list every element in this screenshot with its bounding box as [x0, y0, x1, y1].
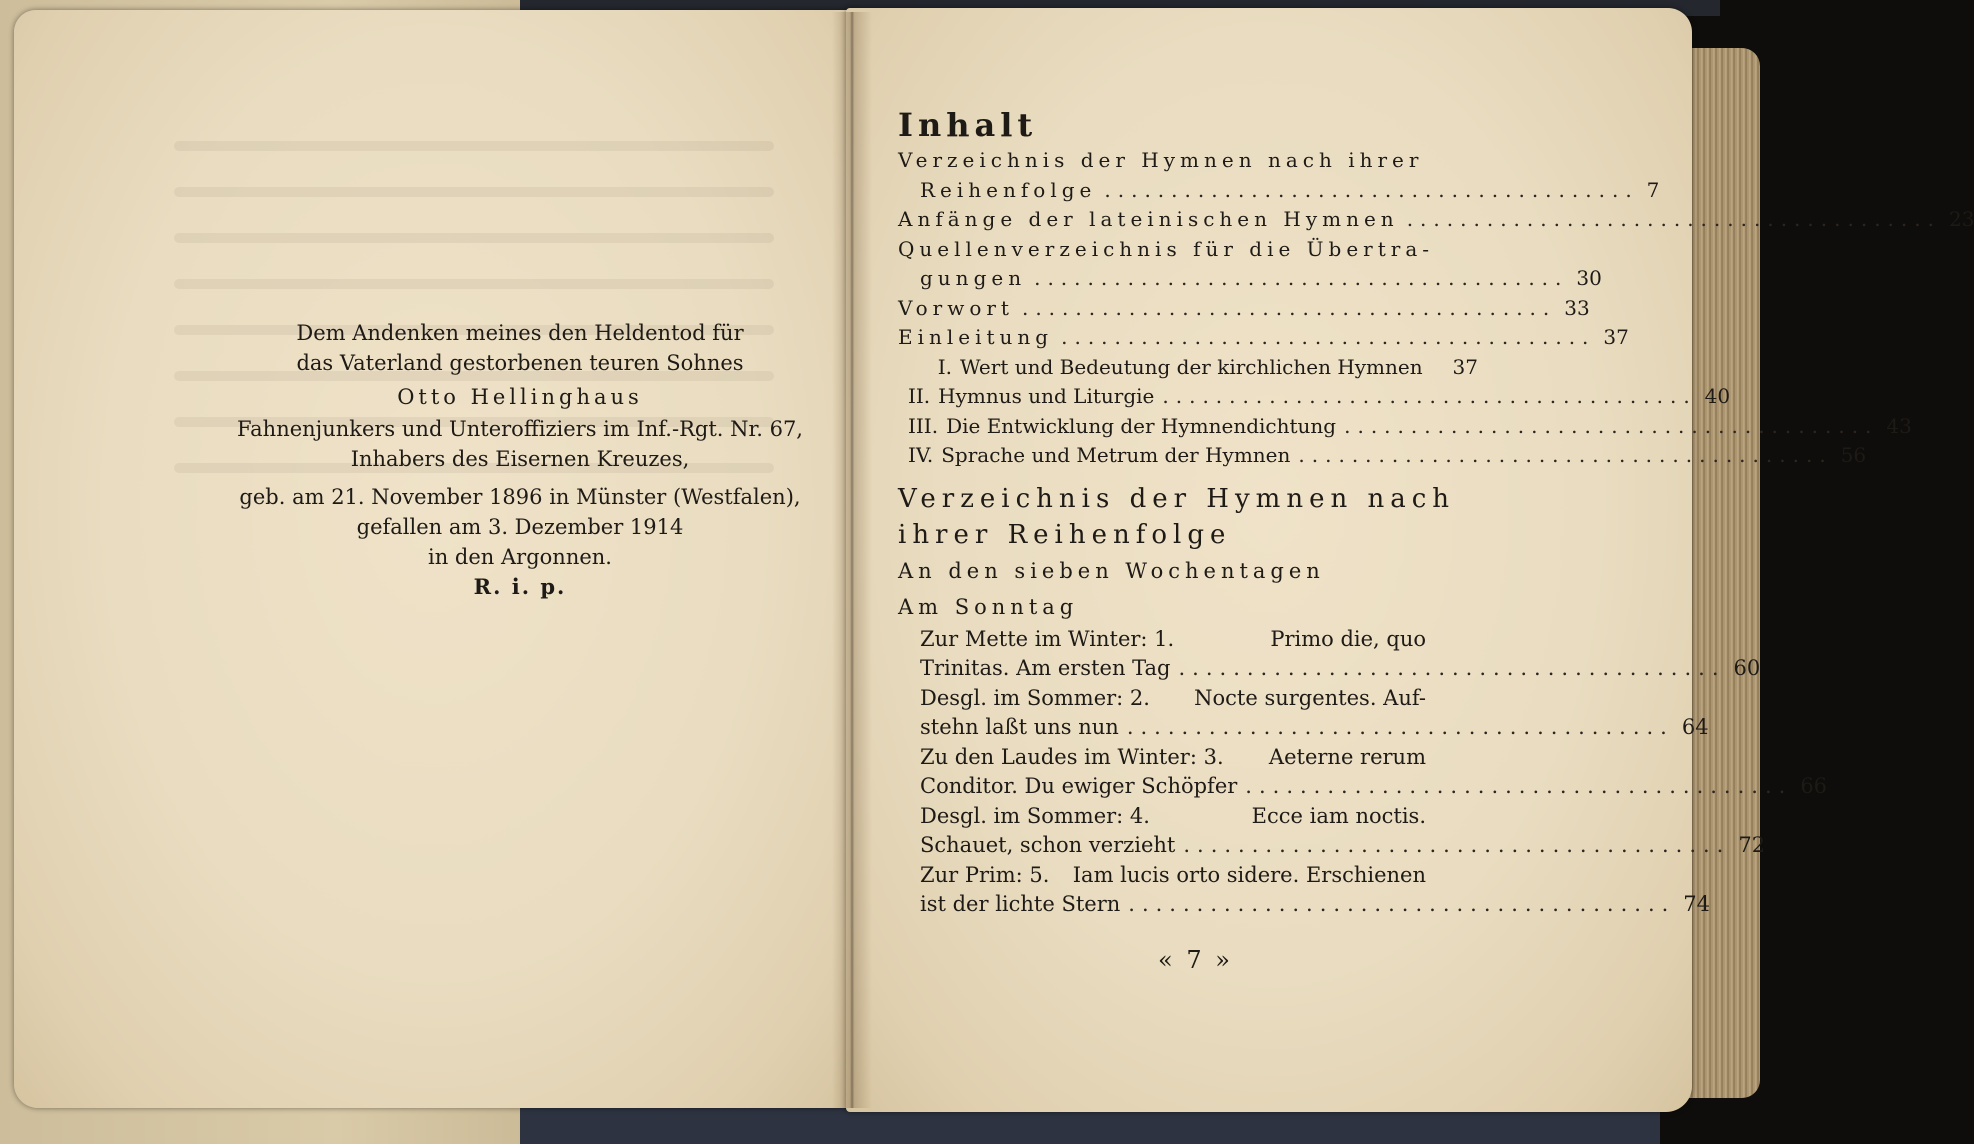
hymn-entry-text: Zur Prim: 5. — [920, 862, 1050, 887]
dedication-line: Dem Andenken meines den Heldentod für — [296, 321, 744, 345]
hymn-entry-text: Trinitas. Am ersten Tag — [920, 656, 1171, 680]
toc-page-number: 37 — [1452, 354, 1478, 379]
toc-leader: ........................................ — [1298, 443, 1833, 467]
toc-page-number: 74 — [1683, 892, 1711, 916]
toc-subentry-text: Hymnus und Liturgie — [938, 384, 1155, 408]
toc-leader: ........................................ — [1128, 892, 1676, 916]
toc-leader: ........................................ — [1126, 715, 1674, 739]
toc-entry-text: Einleitung — [898, 325, 1054, 349]
toc-page-number: 23 — [1948, 207, 1974, 231]
hymn-entry-text: Iam lucis orto sidere. Erschienen — [1072, 862, 1426, 887]
toc-entry — [898, 323, 1629, 353]
toc-page-number: 56 — [1840, 443, 1867, 467]
toc-leader: ........................................ — [1104, 177, 1639, 202]
toc-subentry — [898, 353, 1478, 383]
toc-page-number: 66 — [1800, 774, 1828, 798]
section-title — [898, 481, 1478, 553]
dedication-line: das Vaterland gestorbenen teuren Sohnes — [296, 351, 744, 375]
dedication-line: Fahnenjunkers und Unteroffiziers im Inf.-Rgt. Nr. 67, — [237, 417, 803, 441]
section-subtitle: An den sieben Wochentagen — [898, 558, 1325, 583]
page-number-footer: « 7 » — [1158, 946, 1233, 974]
hymn-entry — [898, 625, 1761, 684]
toc-leader: ........................................ — [1183, 833, 1731, 857]
toc-page-number: 72 — [1738, 833, 1766, 857]
toc-subentry — [898, 441, 1867, 471]
hymn-entry-text: Aeterne rerum — [1268, 744, 1426, 769]
hymn-entry-text: Desgl. im Sommer: 2. — [920, 685, 1150, 710]
toc-leader: ........................................ — [1245, 774, 1793, 798]
hymn-entry-text: Conditor. Du ewiger Schöpfer — [920, 774, 1238, 798]
hymn-entry-text: Ecce iam noctis. — [1251, 803, 1426, 828]
toc-subentry — [898, 412, 1912, 442]
section-subtitle: Am Sonntag — [898, 594, 1079, 619]
toc-entry — [898, 176, 1660, 206]
toc-page-number: 60 — [1733, 656, 1761, 680]
toc-page-number: 37 — [1603, 325, 1629, 349]
dedication — [200, 318, 840, 602]
hymn-entry-text: Zur Mette im Winter: 1. — [920, 626, 1175, 651]
toc-subentry-text: Die Entwicklung der Hymnendichtung — [946, 413, 1337, 438]
toc-page-number: 40 — [1704, 384, 1731, 408]
toc-leader: ........................................ — [1178, 656, 1726, 680]
toc-leader: ........................................ — [1021, 295, 1557, 320]
toc-leader: ........................................ — [1406, 207, 1941, 231]
toc-subentry-text: Wert und Bedeutung der kirchlichen Hymnen — [960, 354, 1423, 379]
hymn-entry — [898, 743, 1828, 802]
hymn-entry-text: Zu den Laudes im Winter: 3. — [920, 744, 1224, 769]
toc-page-number: 43 — [1886, 413, 1912, 438]
toc-entry-text: Quellenverzeichnis für die Übertra- — [898, 236, 1434, 261]
dedication-line: Inhabers des Eisernen Kreuzes, — [350, 447, 690, 471]
toc-entry-text: gungen — [920, 266, 1027, 290]
hymn-entry-text: Schauet, schon verzieht — [920, 833, 1176, 857]
section-title-line: Verzeichnis der Hymnen nach — [898, 483, 1456, 514]
dedication-name: Otto Hellinghaus — [397, 385, 643, 409]
toc-entry-text: Verzeichnis der Hymnen nach ihrer — [898, 148, 1424, 172]
toc-entry — [898, 264, 1602, 294]
toc-page-number: 30 — [1576, 266, 1602, 290]
hymn-entry — [898, 861, 1711, 920]
toc-page-number: 64 — [1681, 715, 1709, 739]
hymn-entry-text: Desgl. im Sommer: 4. — [920, 803, 1150, 828]
toc-subentry — [898, 382, 1731, 412]
toc-subentry-number: I. — [937, 354, 952, 379]
hymn-entry-text: Primo die, quo — [1270, 626, 1426, 651]
toc-title: Inhalt — [898, 106, 1038, 144]
toc-leader: ........................................ — [1034, 266, 1569, 290]
toc-entry-text: Reihenfolge — [920, 177, 1097, 202]
toc-page-number: 33 — [1564, 295, 1590, 320]
toc-entry-text: Anfänge der lateinischen Hymnen — [898, 207, 1399, 231]
hymn-entry-text: Nocte surgentes. Auf- — [1194, 685, 1426, 710]
toc-entry — [898, 294, 1590, 324]
toc-page-number: 7 — [1646, 177, 1660, 202]
toc-subentry-number: III. — [908, 413, 939, 438]
dedication-rip: R. i. p. — [473, 574, 567, 599]
toc-entry-text: Vorwort — [898, 295, 1014, 320]
toc-subentry-number: II. — [908, 384, 931, 408]
hymn-entry — [898, 684, 1709, 743]
toc-leader: ........................................ — [1162, 384, 1697, 408]
dedication-line: in den Argonnen. — [428, 545, 612, 569]
toc-entry — [898, 205, 1974, 235]
dedication-line: gefallen am 3. Dezember 1914 — [356, 515, 684, 539]
toc-subentry-text: Sprache und Metrum der Hymnen — [941, 443, 1291, 467]
toc-subentry-number: IV. — [908, 443, 934, 467]
toc-leader: ........................................ — [1061, 325, 1596, 349]
hymn-entry-text: stehn laßt uns nun — [920, 715, 1119, 739]
hymn-entry — [898, 802, 1766, 861]
toc-leader: ........................................ — [1344, 413, 1879, 438]
hymn-entry-text: ist der lichte Stern — [920, 892, 1121, 916]
dedication-line: geb. am 21. November 1896 in Münster (Westfalen), — [239, 485, 801, 509]
table-of-contents — [898, 104, 1974, 920]
section-title-line: ihrer Reihenfolge — [898, 519, 1232, 550]
